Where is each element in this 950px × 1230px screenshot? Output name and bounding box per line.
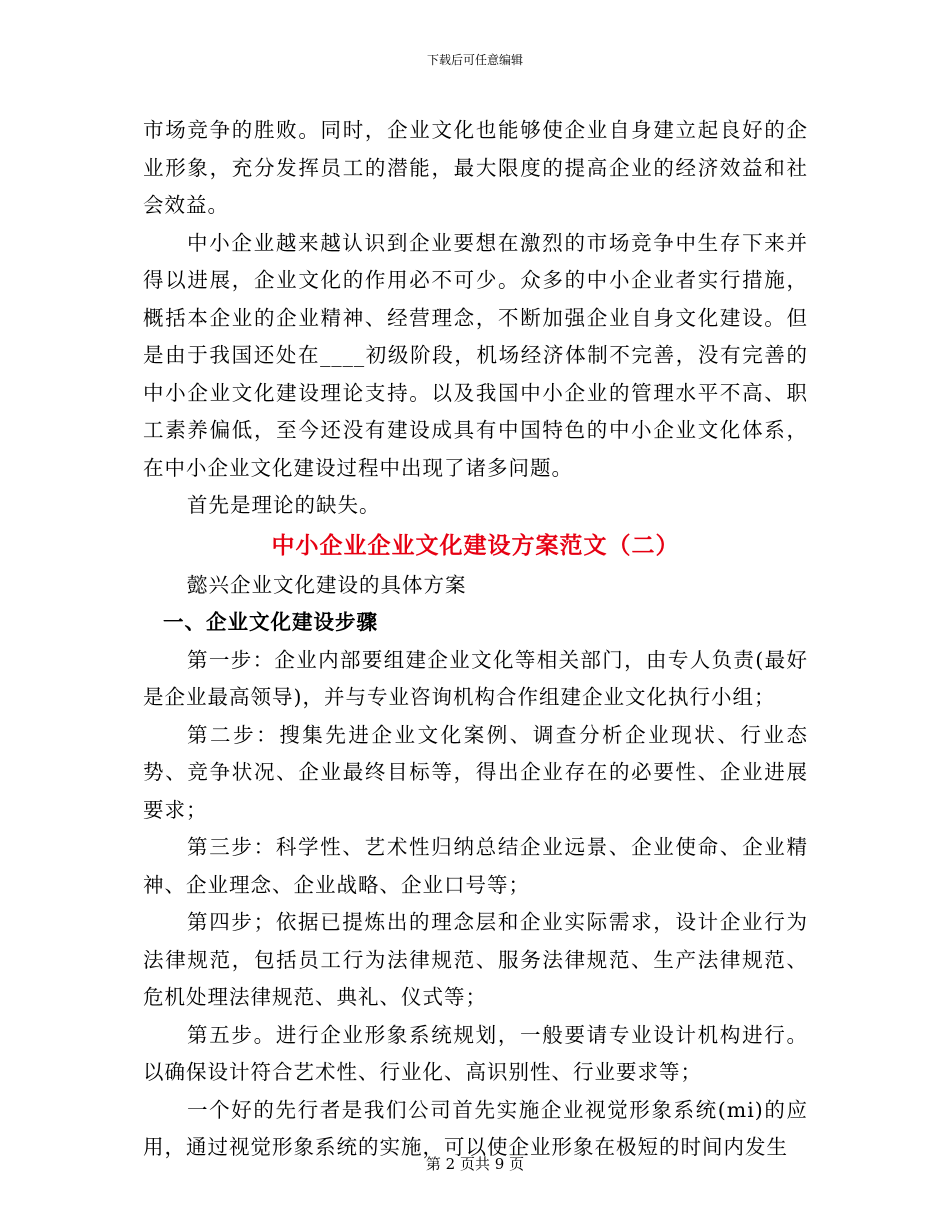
paragraph-theory-gap: 首先是理论的缺失。 xyxy=(187,493,381,517)
document-body xyxy=(143,112,808,1167)
page-footer: 第 2 页共 9 页 xyxy=(425,1155,525,1173)
step-4: 第四步；依据已提炼出的理念层和企业实际需求，设计企业行为法律规范，包括员工行为法律规范、服务法律规范、生产法律规范、危机处理法律规范、典礼、仪式等； xyxy=(143,910,808,1009)
step-2: 第二步：搜集先进企业文化案例、调查分析企业现状、行业态势、竞争状况、企业最终目标等，得出企业存在的必要性、企业进展要求； xyxy=(143,722,808,822)
page-header: 下载后可任意编辑 xyxy=(426,53,523,67)
section-title: 中小企业企业文化建设方案范文（二） xyxy=(271,532,680,559)
paragraph-pioneer: 一个好的先行者是我们公司首先实施企业视觉形象系统(mi)的应用，通过视觉形象系统的实施，可以使企业形象在极短的时间内发生 xyxy=(143,1097,808,1159)
paragraph-plan-intro: 懿兴企业文化建设的具体方案 xyxy=(187,572,467,597)
paragraph-sme-awareness: 中小企业越来越认识到企业要想在激烈的市场竞争中生存下来并得以进展，企业文化的作用必不可少。众多的中小企业者实行措施，概括本企业的企业精神、经营理念，不断加强企业自身文化建设。但是由于我国还处在____初级阶段，机场经济体制不完善，没有完善的中小企业文化建设理论支持。以及我国中小企业的管理水平不高、职工素养偏低，至今还没有建设成具有中国特色的中小企业文化体系，在中小企业文化建设过程中出现了诸多问题。 xyxy=(143,230,808,480)
paragraph-continuation: 市场竞争的胜败。同时，企业文化也能够使企业自身建立起良好的企业形象，充分发挥员工的潜能，最大限度的提高企业的经济效益和社会效益。 xyxy=(143,118,808,217)
section-heading-steps: 一、企业文化建设步骤 xyxy=(163,610,378,634)
step-1: 第一步：企业内部要组建企业文化等相关部门，由专人负责(最好是企业最高领导)，并与专业咨询机构合作组建企业文化执行小组； xyxy=(143,647,808,709)
step-3: 第三步：科学性、艺术性归纳总结企业远景、企业使命、企业精神、企业理念、企业战略、企业口号等； xyxy=(143,835,808,897)
step-5: 第五步。进行企业形象系统规划，一般要请专业设计机构进行。以确保设计符合艺术性、行业化、高识别性、行业要求等； xyxy=(143,1022,808,1084)
